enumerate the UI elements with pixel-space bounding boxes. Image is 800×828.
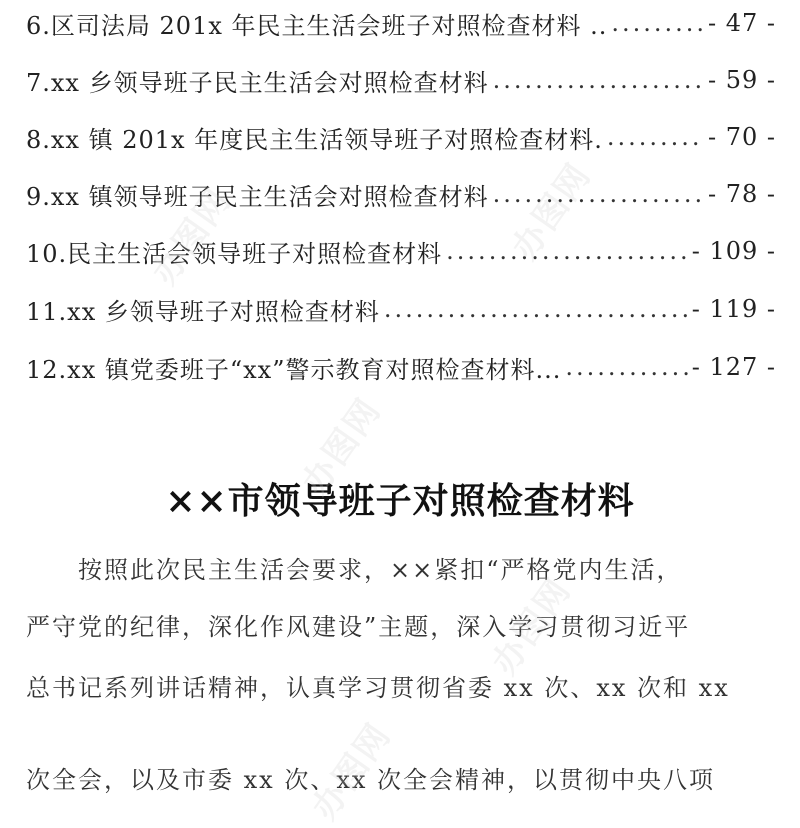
toc-entry-page: - 70 - [707, 123, 776, 151]
toc-entry-page: - 47 - [707, 9, 776, 37]
toc-leader-dots [446, 237, 688, 265]
toc-entry-title: 8.xx 镇 201x 年度民主生活领导班子对照检查材料. [26, 125, 603, 154]
document-title: ××市领导班子对照检查材料 [165, 480, 635, 522]
toc-entry-title: 12.xx 镇党委班子“xx”警示教育对照检查材料... [26, 355, 562, 384]
watermark: 办图网 [304, 715, 400, 828]
toc-entry [26, 174, 776, 214]
toc-leader-dots [493, 66, 704, 94]
toc-entry [26, 3, 776, 43]
body-text-line: 严守党的纪律，深化作风建设”主题，深入学习贯彻习近平 [26, 613, 691, 641]
toc-entry-title: 11.xx 乡领导班子对照检查材料 [26, 297, 380, 326]
body-text-line: 总书记系列讲话精神，认真学习贯彻省委 xx 次、xx 次和 xx [26, 674, 730, 702]
toc-entry [26, 347, 776, 387]
toc-entry-title: 6.区司法局 201x 年民主生活会班子对照检查材料 .. [26, 11, 608, 40]
toc-entry [26, 117, 776, 157]
toc-leader-dots [607, 123, 704, 151]
toc-entry-title: 10.民主生活会领导班子对照检查材料 [26, 239, 443, 268]
toc-entry-page: - 59 - [707, 66, 776, 94]
toc-entry-page: - 109 - [691, 237, 776, 265]
toc-leader-dots [493, 180, 704, 208]
toc-leader-dots [611, 9, 704, 37]
watermark: 办图网 [484, 570, 580, 683]
toc-entry-page: - 127 - [691, 353, 776, 381]
watermark: 办图网 [294, 390, 390, 503]
body-text-line: 按照此次民主生活会要求，××紧扣“严格党内生活， [26, 556, 683, 584]
toc-leader-dots [565, 353, 687, 381]
toc-entry-page: - 119 - [691, 295, 776, 323]
watermark: 办图网 [144, 180, 240, 293]
toc-entry [26, 289, 776, 329]
watermark: 办图网 [504, 155, 600, 268]
toc-leader-dots [384, 295, 688, 323]
toc-entry [26, 231, 776, 271]
toc-entry-title: 7.xx 乡领导班子民主生活会对照检查材料 [26, 68, 489, 97]
toc-entry-title: 9.xx 镇领导班子民主生活会对照检查材料 [26, 182, 489, 211]
body-text-line: 次全会，以及市委 xx 次、xx 次全会精神，以贯彻中央八项 [26, 766, 716, 794]
toc-entry-page: - 78 - [707, 180, 776, 208]
toc-entry [26, 60, 776, 100]
